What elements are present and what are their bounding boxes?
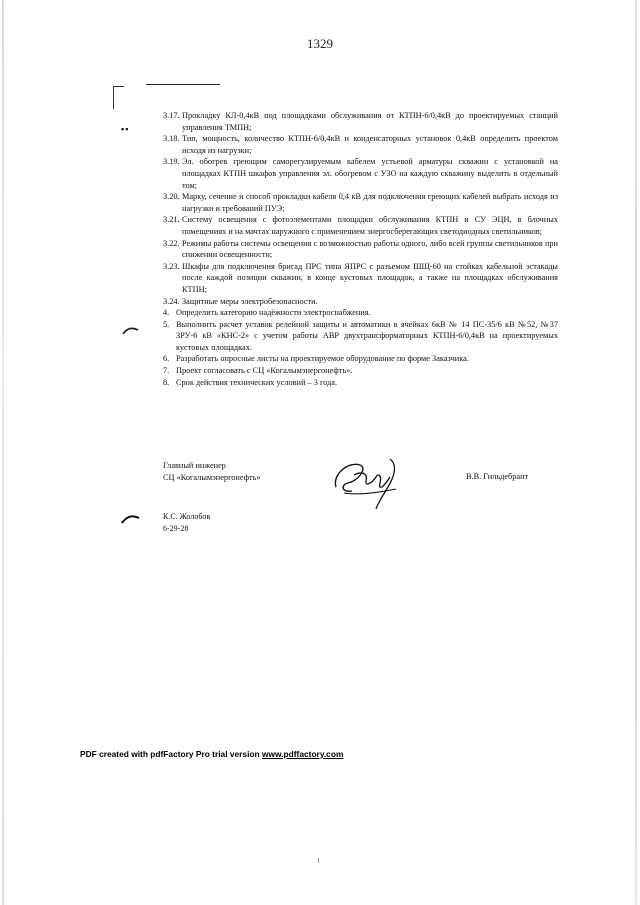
signatory-organization: СЦ «Когалымэнергонефть» [163,473,261,482]
item-text: Защитные меры электробезопасности. [182,296,318,306]
item-text: Шкафы для подключения бригад ПРС типа ЯПРС с разъемом ШЩ-60 на стойках кабельной эстакады после каждой позиции скважин, в конце кустовых площадок, а также на площадках обслуживания КТПН; [182,261,558,294]
item-number: 6. [163,354,170,364]
top-rule [146,84,220,85]
item-text: Определить категорию надёжности электроснабжения. [176,308,371,318]
list-item [163,238,558,261]
list-item [163,377,558,389]
list-item [163,319,558,354]
list-item [163,191,558,214]
item-number: 8. [163,377,170,387]
item-number: 3.20. [163,192,180,202]
item-number: 3.23. [163,261,180,271]
item-number: 3.19. [163,157,180,167]
list-item [163,110,558,133]
item-text: Выполнить расчет уставок релейной защиты и автоматики в ячейках 6кВ № 14 ПС-35/6 кВ №52, №37 ЗРУ-6 кВ «КНС-2» с учетом работы АВР двухтрансформаторных КТПН-6/0,4кВ на проектируемых кустовых площадках. [176,319,558,352]
signatory-block [163,460,261,484]
margin-dots-mark: ▪▪ [121,124,130,134]
list-item [163,365,558,377]
item-text: Разработать опросные листы на проектируемое оборудование по форме Заказчика. [176,354,469,364]
item-text: Проект согласовать с СЦ «Когалымэнергонефть». [176,366,353,376]
list-item [163,307,558,319]
conditions-list [163,110,558,388]
item-text: Режимы работы системы освещения с возможностью работы одного, либо всей группы светильников при снижении освещенности; [182,238,558,260]
executor-name: К.С. Жолобов [163,512,211,521]
footer-text: PDF created with pdfFactory Pro trial version [80,749,262,759]
margin-tick-icon [121,514,141,524]
signatory-position: Главный инженер [163,461,226,470]
item-text: Систему освещения с фотоэлементами площадки обслуживания КТПН и СУ ЭЦН, в блочных помещениях и на мачтах наружного с применением энергосберегающих светодиодных светильников; [182,215,558,236]
executor-phone: 6-29-28 [163,523,189,533]
item-text: Эл. обогрев греющим саморегулируемым кабелем устьевой арматуры скважин с установкой на площадках КТПН шкафов управления эл. обогревом с УЗО на каждую скважину выделить в отдельный том; [182,157,558,190]
margin-tick-icon [122,326,140,336]
item-number: 3.22. [163,238,180,248]
item-number: 4. [163,308,170,318]
list-item [163,296,558,308]
item-text: Прокладку КЛ-0,4кВ под площадками обслуживания от КТПН-6/0,4кВ до проектируемых станций управления ТМПН; [182,111,558,132]
list-item [163,156,558,191]
pdf-footer [80,749,343,759]
page-number: 1329 [307,36,333,51]
executor-block [163,511,210,534]
list-item [163,133,558,156]
footer-link[interactable]: www.pdffactory.com [261,749,344,759]
item-number: 7. [163,366,170,376]
signatory-name: В.В. Гильдебрант [466,472,529,481]
item-number: 3.24. [163,296,180,306]
item-text: Тип, мощность, количество КТПН-6/0,4кВ и конденсаторных установок 0,4кВ определить проектом исходя из нагрузки; [182,134,558,155]
handwritten-signature [318,453,410,511]
scan-edge-right [635,0,637,905]
item-number: 3.17. [163,111,180,120]
scan-edge-left [2,0,4,905]
list-item [163,261,558,296]
scan-speck [318,858,319,863]
item-number: 5. [163,319,170,329]
item-text: Срок действия технических условий – 3 года. [176,377,338,387]
item-number: 3.18. [163,134,180,144]
item-number: 3.21. [163,215,180,225]
item-text: Марку, сечение и способ прокладки кабеля 0,4 кВ для подключения греющих кабелей выбрать исходя из нагрузки и требований ПУЭ; [182,192,558,213]
list-item [163,353,558,365]
list-item [163,214,558,237]
margin-corner-mark [113,86,124,109]
